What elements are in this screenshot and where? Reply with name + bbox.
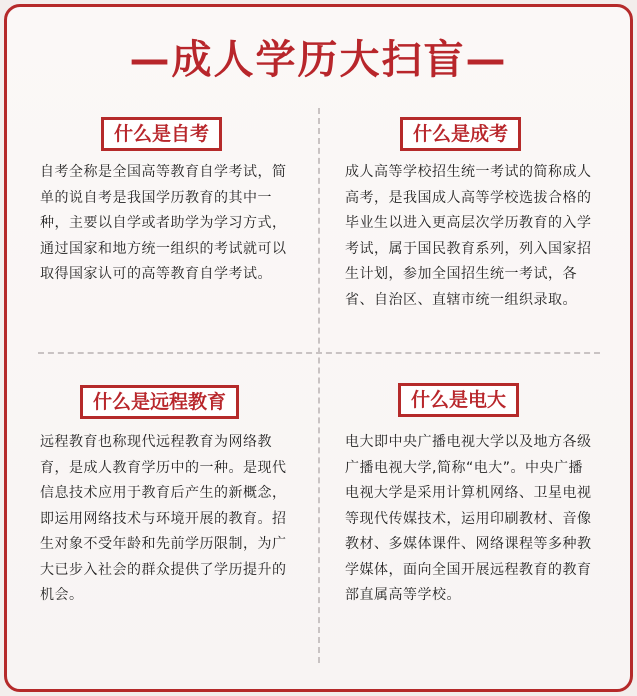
page-title: —成人学历大扫盲—: [129, 37, 508, 83]
section-text-dianda: 电大即中央广播电视大学以及地方各级广播电视大学,简称“电大”。中央广播电视大学是采用计算机网络、卫星电视等现代传媒技术，运用印刷教材、音像教材、多媒体课件、网络课程等多种教学媒体，面向全国开展远程教育的教育部直属高等学校。: [345, 434, 592, 603]
section-heading-zikao: 什么是自考: [101, 117, 222, 151]
section-heading-chengkao: 什么是成考: [400, 117, 521, 151]
horizontal-divider: [38, 352, 600, 354]
section-text-chengkao: 成人高等学校招生统一考试的简称成人高考，是我国成人高等学校选拔合格的毕业生以进入更高层次学历教育的入学考试，属于国民教育系列，列入国家招生计划，参加全国招生统一考试，各省、自治区、直辖市统一组织录取。: [345, 164, 592, 308]
section-heading-dianda: 什么是电大: [398, 383, 519, 417]
vertical-divider: [318, 108, 320, 663]
section-heading-yuancheng: 什么是远程教育: [80, 385, 239, 419]
section-text-zikao: 自考全称是全国高等教育自学考试，简单的说自考是我国学历教育的其中一种，主要以自学或者助学为学习方式，通过国家和地方统一组织的考试就可以取得国家认可的高等教育自学考试。: [40, 164, 287, 282]
section-text-yuancheng: 远程教育也称现代远程教育为网络教育，是成人教育学历中的一种。是现代信息技术应用于教育后产生的新概念，即运用网络技术与环境开展的教育。招生对象不受年龄和先前学历限制，为广大已步入社会的群众提供了学历提升的机会。: [40, 434, 287, 603]
